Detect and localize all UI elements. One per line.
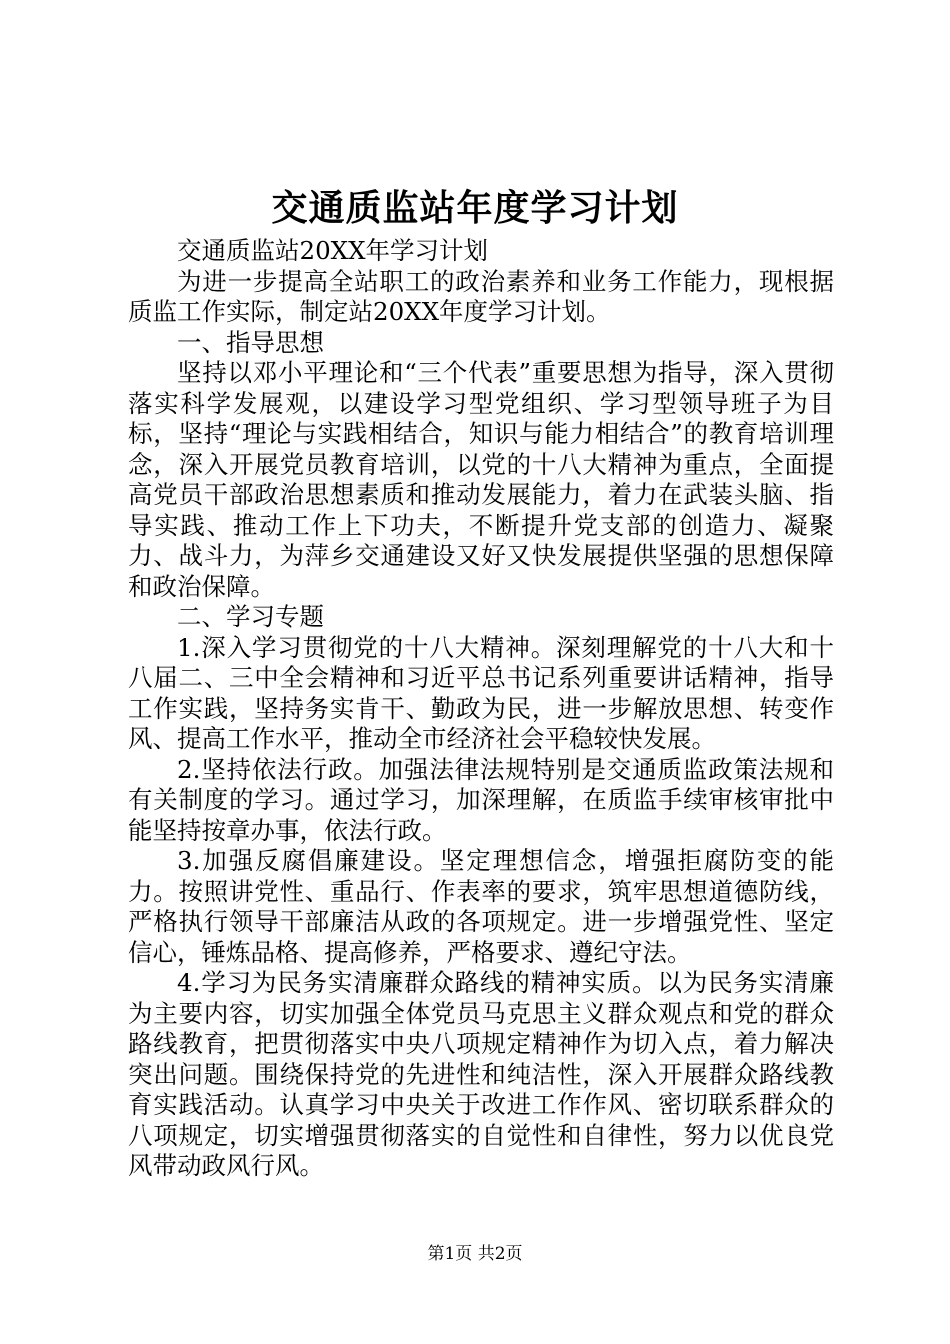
paragraph-topic-1: 1.深入学习贯彻党的十八大精神。深刻理解党的十八大和十八届二、三中全会精神和习近平总书记系列重要讲话精神，指导工作实践，坚持务实肯干、勤政为民，进一步解放思想、转变作风、提高工作水平，推动全市经济社会平稳较快发展。 (128, 632, 834, 753)
paragraph-intro: 为进一步提高全站职工的政治素养和业务工作能力，现根据质监工作实际，制定站20XX年度学习计划。 (128, 266, 834, 326)
paragraph-topic-3: 3.加强反腐倡廉建设。坚定理想信念，增强拒腐防变的能力。按照讲党性、重品行、作表率的要求，筑牢思想道德防线，严格执行领导干部廉洁从政的各项规定。进一步增强党性、坚定信心，锤炼品格、提高修养，严格要求、遵纪守法。 (128, 846, 834, 967)
paragraph-topic-4: 4.学习为民务实清廉群众路线的精神实质。以为民务实清廉为主要内容，切实加强全体党员马克思主义群众观点和党的群众路线教育，把贯彻落实中央八项规定精神作为切入点，着力解决突出问题。围绕保持党的先进性和纯洁性，深入开展群众路线教育实践活动。认真学习中央关于改进工作作风、密切联系群众的八项规定，切实增强贯彻落实的自觉性和自律性，努力以优良党风带动政风行风。 (128, 968, 834, 1180)
paragraph-topic-2: 2.坚持依法行政。加强法律法规特别是交通质监政策法规和有关制度的学习。通过学习，加深理解，在质监手续审核审批中能坚持按章办事，依法行政。 (128, 754, 834, 845)
section-heading-guiding-thought: 一、指导思想 (177, 327, 324, 357)
paragraph-subtitle: 交通质监站20XX年学习计划 (177, 236, 489, 265)
document-body (128, 236, 834, 1182)
page-footer: 第1页 共2页 (427, 1244, 523, 1264)
section-heading-study-topics: 二、学习专题 (177, 602, 324, 631)
document-title: 交通质监站年度学习计划 (271, 187, 679, 229)
paragraph-guiding-thought: 坚持以邓小平理论和“三个代表”重要思想为指导，深入贯彻落实科学发展观，以建设学习型党组织、学习型领导班子为目标，坚持“理论与实践相结合，知识与能力相结合”的教育培训理念，深入开展党员教育培训，以党的十八大精神为重点，全面提高党员干部政治思想素质和推动发展能力，着力在武装头脑、指导实践、推动工作上下功夫，不断提升党支部的创造力、凝聚力、战斗力，为萍乡交通建设又好又快发展提供坚强的思想保障和政治保障。 (128, 358, 834, 601)
